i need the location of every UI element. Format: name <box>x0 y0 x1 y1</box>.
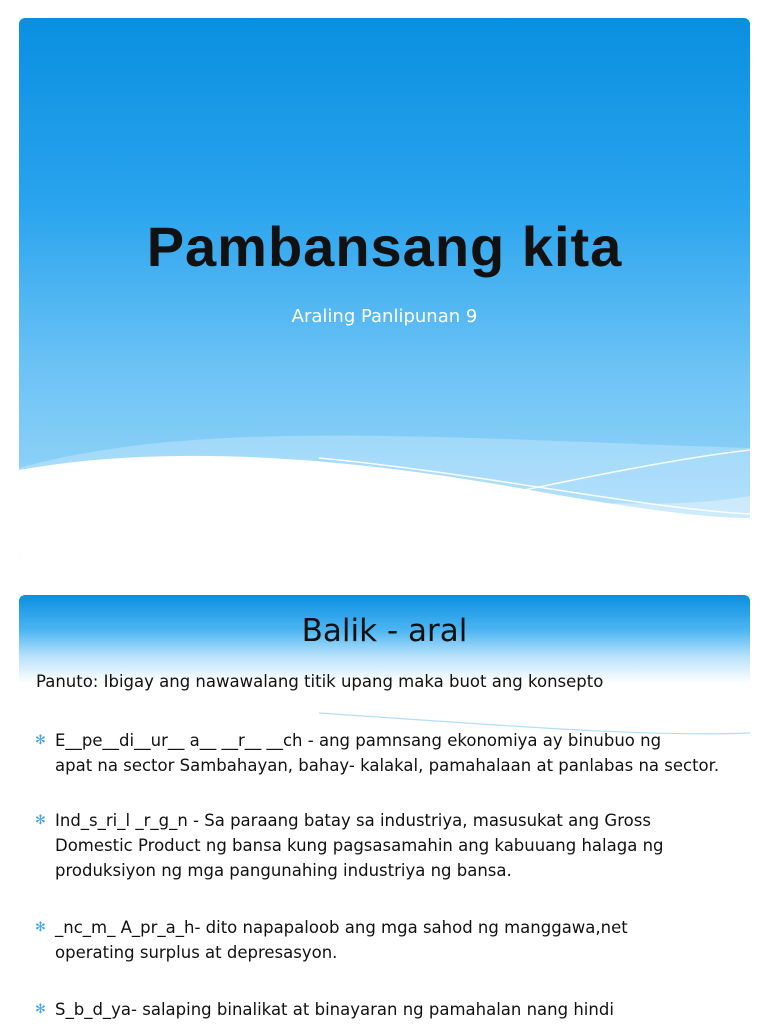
list-item <box>33 808 745 883</box>
list-item <box>33 728 745 778</box>
list-item-text: produksiyon ng mga pangunahing industriya ng bansa. <box>55 861 512 880</box>
wave-decoration <box>19 18 750 558</box>
instruction-text: Panuto: Ibigay ang nawawalang titik upang maka buot ang konsepto <box>36 672 604 691</box>
list-item-text: Domestic Product ng bansa kung pagsasamahin ang kabuuang halaga ng <box>55 836 664 855</box>
slide-heading: Balik - aral <box>301 613 468 649</box>
list-item-text: _nc_m_ A_pr_a_h- dito napapaloob ang mga sahod ng manggawa,net <box>55 918 628 937</box>
bullet-star-icon: ✻ <box>35 733 46 748</box>
bullet-star-icon: ✻ <box>35 920 46 935</box>
list-item <box>33 915 745 965</box>
bullet-star-icon: ✻ <box>35 1002 46 1017</box>
list-item <box>33 997 745 1022</box>
title-slide <box>19 18 750 558</box>
slide-title: Pambansang kita <box>146 215 623 278</box>
list-item-text: E__pe__di__ur__ a__ __r__ __ch - ang pamnsang ekonomiya ay binubuo ng <box>55 731 662 750</box>
list-item-text: apat na sector Sambahayan, bahay- kalakal, pamahalaan at panlabas na sector. <box>55 756 720 775</box>
slide-subtitle: Araling Panlipunan 9 <box>291 306 478 327</box>
list-item-text: S_b_d_ya- salaping binalikat at binayaran ng pamahalan nang hindi <box>55 1000 614 1019</box>
list-item-text: Ind_s_ri_l _r_g_n - Sa paraang batay sa industriya, masusukat ang Gross <box>55 811 651 830</box>
bullet-list <box>33 728 745 1022</box>
review-slide <box>19 595 750 1035</box>
bullet-star-icon: ✻ <box>35 813 46 828</box>
list-item-text: operating surplus at depresasyon. <box>55 943 338 962</box>
